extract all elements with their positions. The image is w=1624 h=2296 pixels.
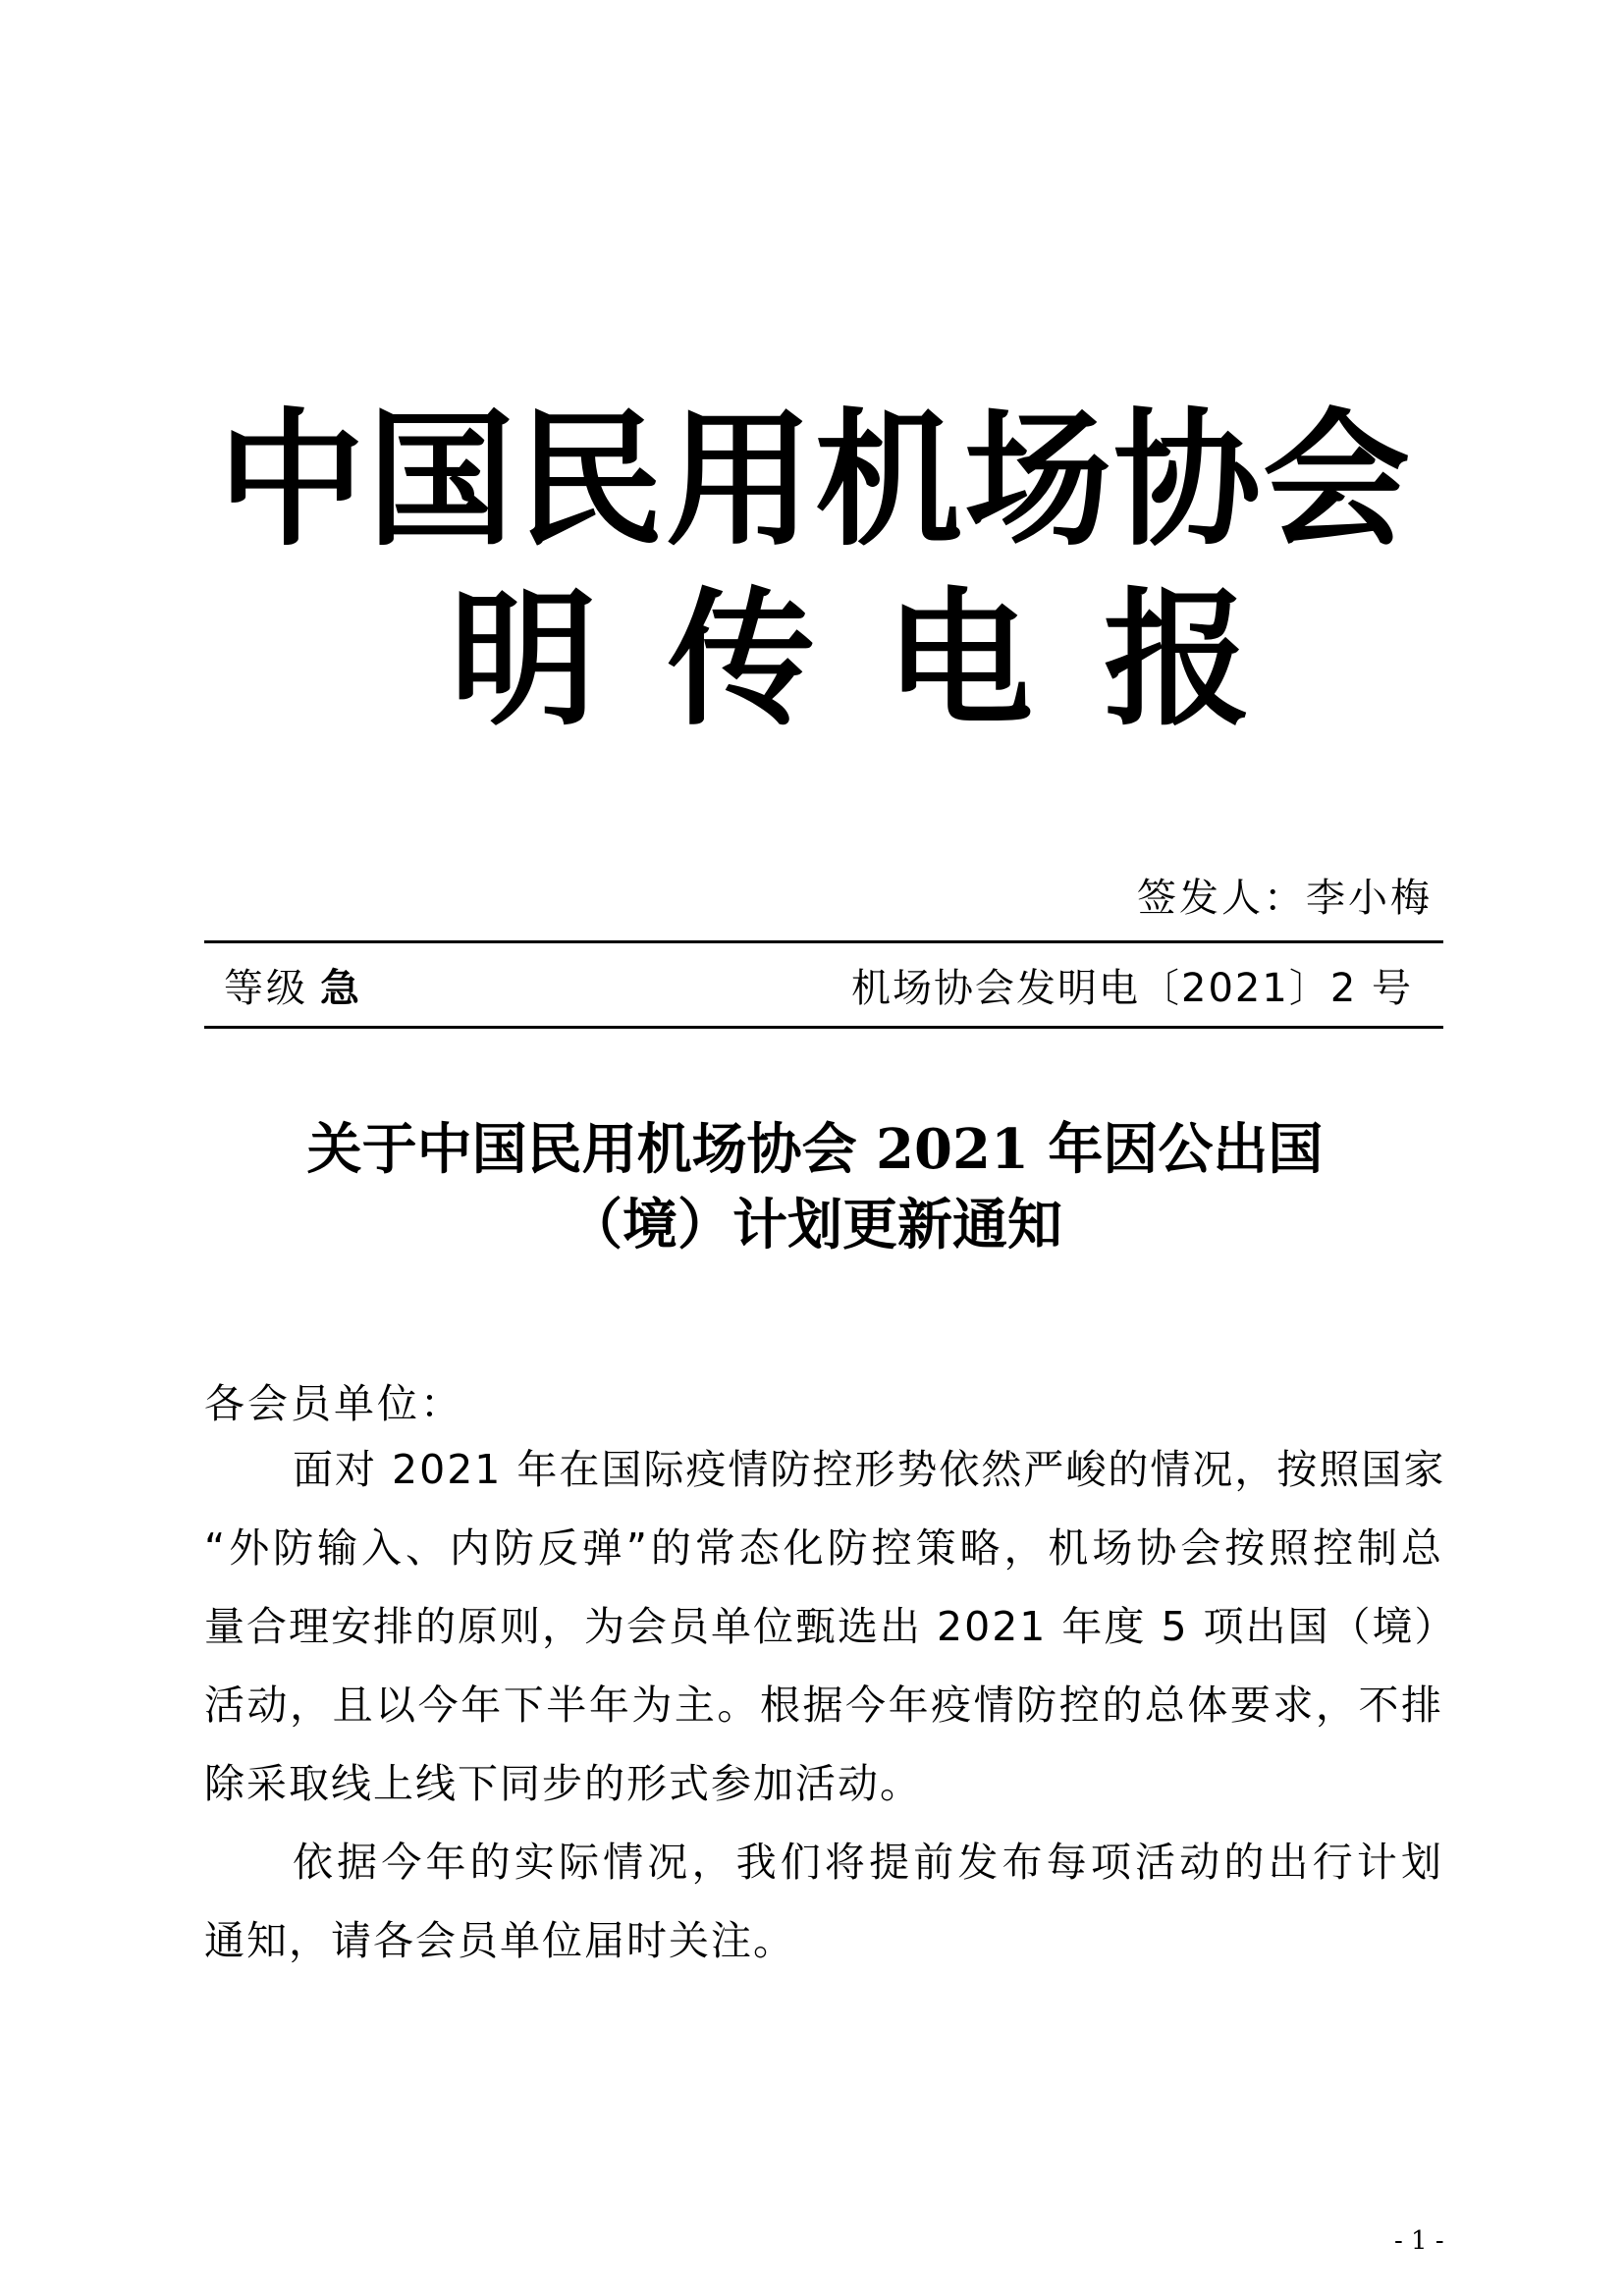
bottom-divider [204,1026,1443,1029]
level-label: 等级 [224,966,308,1011]
document-title-line-2: （境）计划更新通知 [568,1193,1062,1257]
body-line: 依据今年的实际情况，我们将提前发布每项活动的出行计划 [293,1839,1443,1886]
body-line: 量合理安排的原则，为会员单位甄选出 2021 年度 5 项出国（境） [204,1603,1457,1650]
document-number: 机场协会发明电〔2021〕2 号 [851,966,1413,1011]
body-line: 面对 2021 年在国际疫情防控形势依然严峻的情况，按照国家 [293,1446,1446,1493]
level-value: 急 [320,966,362,1011]
signer-line: 签发人：李小梅 [1137,876,1433,921]
document-title-line-1: 关于中国民用机场协会 2021 年因公出国 [306,1117,1324,1182]
body-line: 通知，请各会员单位届时关注。 [204,1917,795,1964]
body-line: 活动，且以今年下半年为主。根据今年疫情防控的总体要求，不排 [204,1682,1443,1729]
top-divider [204,940,1443,943]
salutation: 各会员单位： [204,1380,463,1427]
body-line: 除采取线上线下同步的形式参加活动。 [204,1760,922,1807]
organization-header: 中国民用机场协会 [217,396,1412,566]
body-line: “外防输入、内防反弹”的常态化防控策略，机场协会按照控制总 [204,1524,1443,1572]
page-number: - 1 - [1394,2226,1444,2256]
urgency-level [224,957,362,1013]
telegram-type-header: 明传电报 [449,575,1322,746]
